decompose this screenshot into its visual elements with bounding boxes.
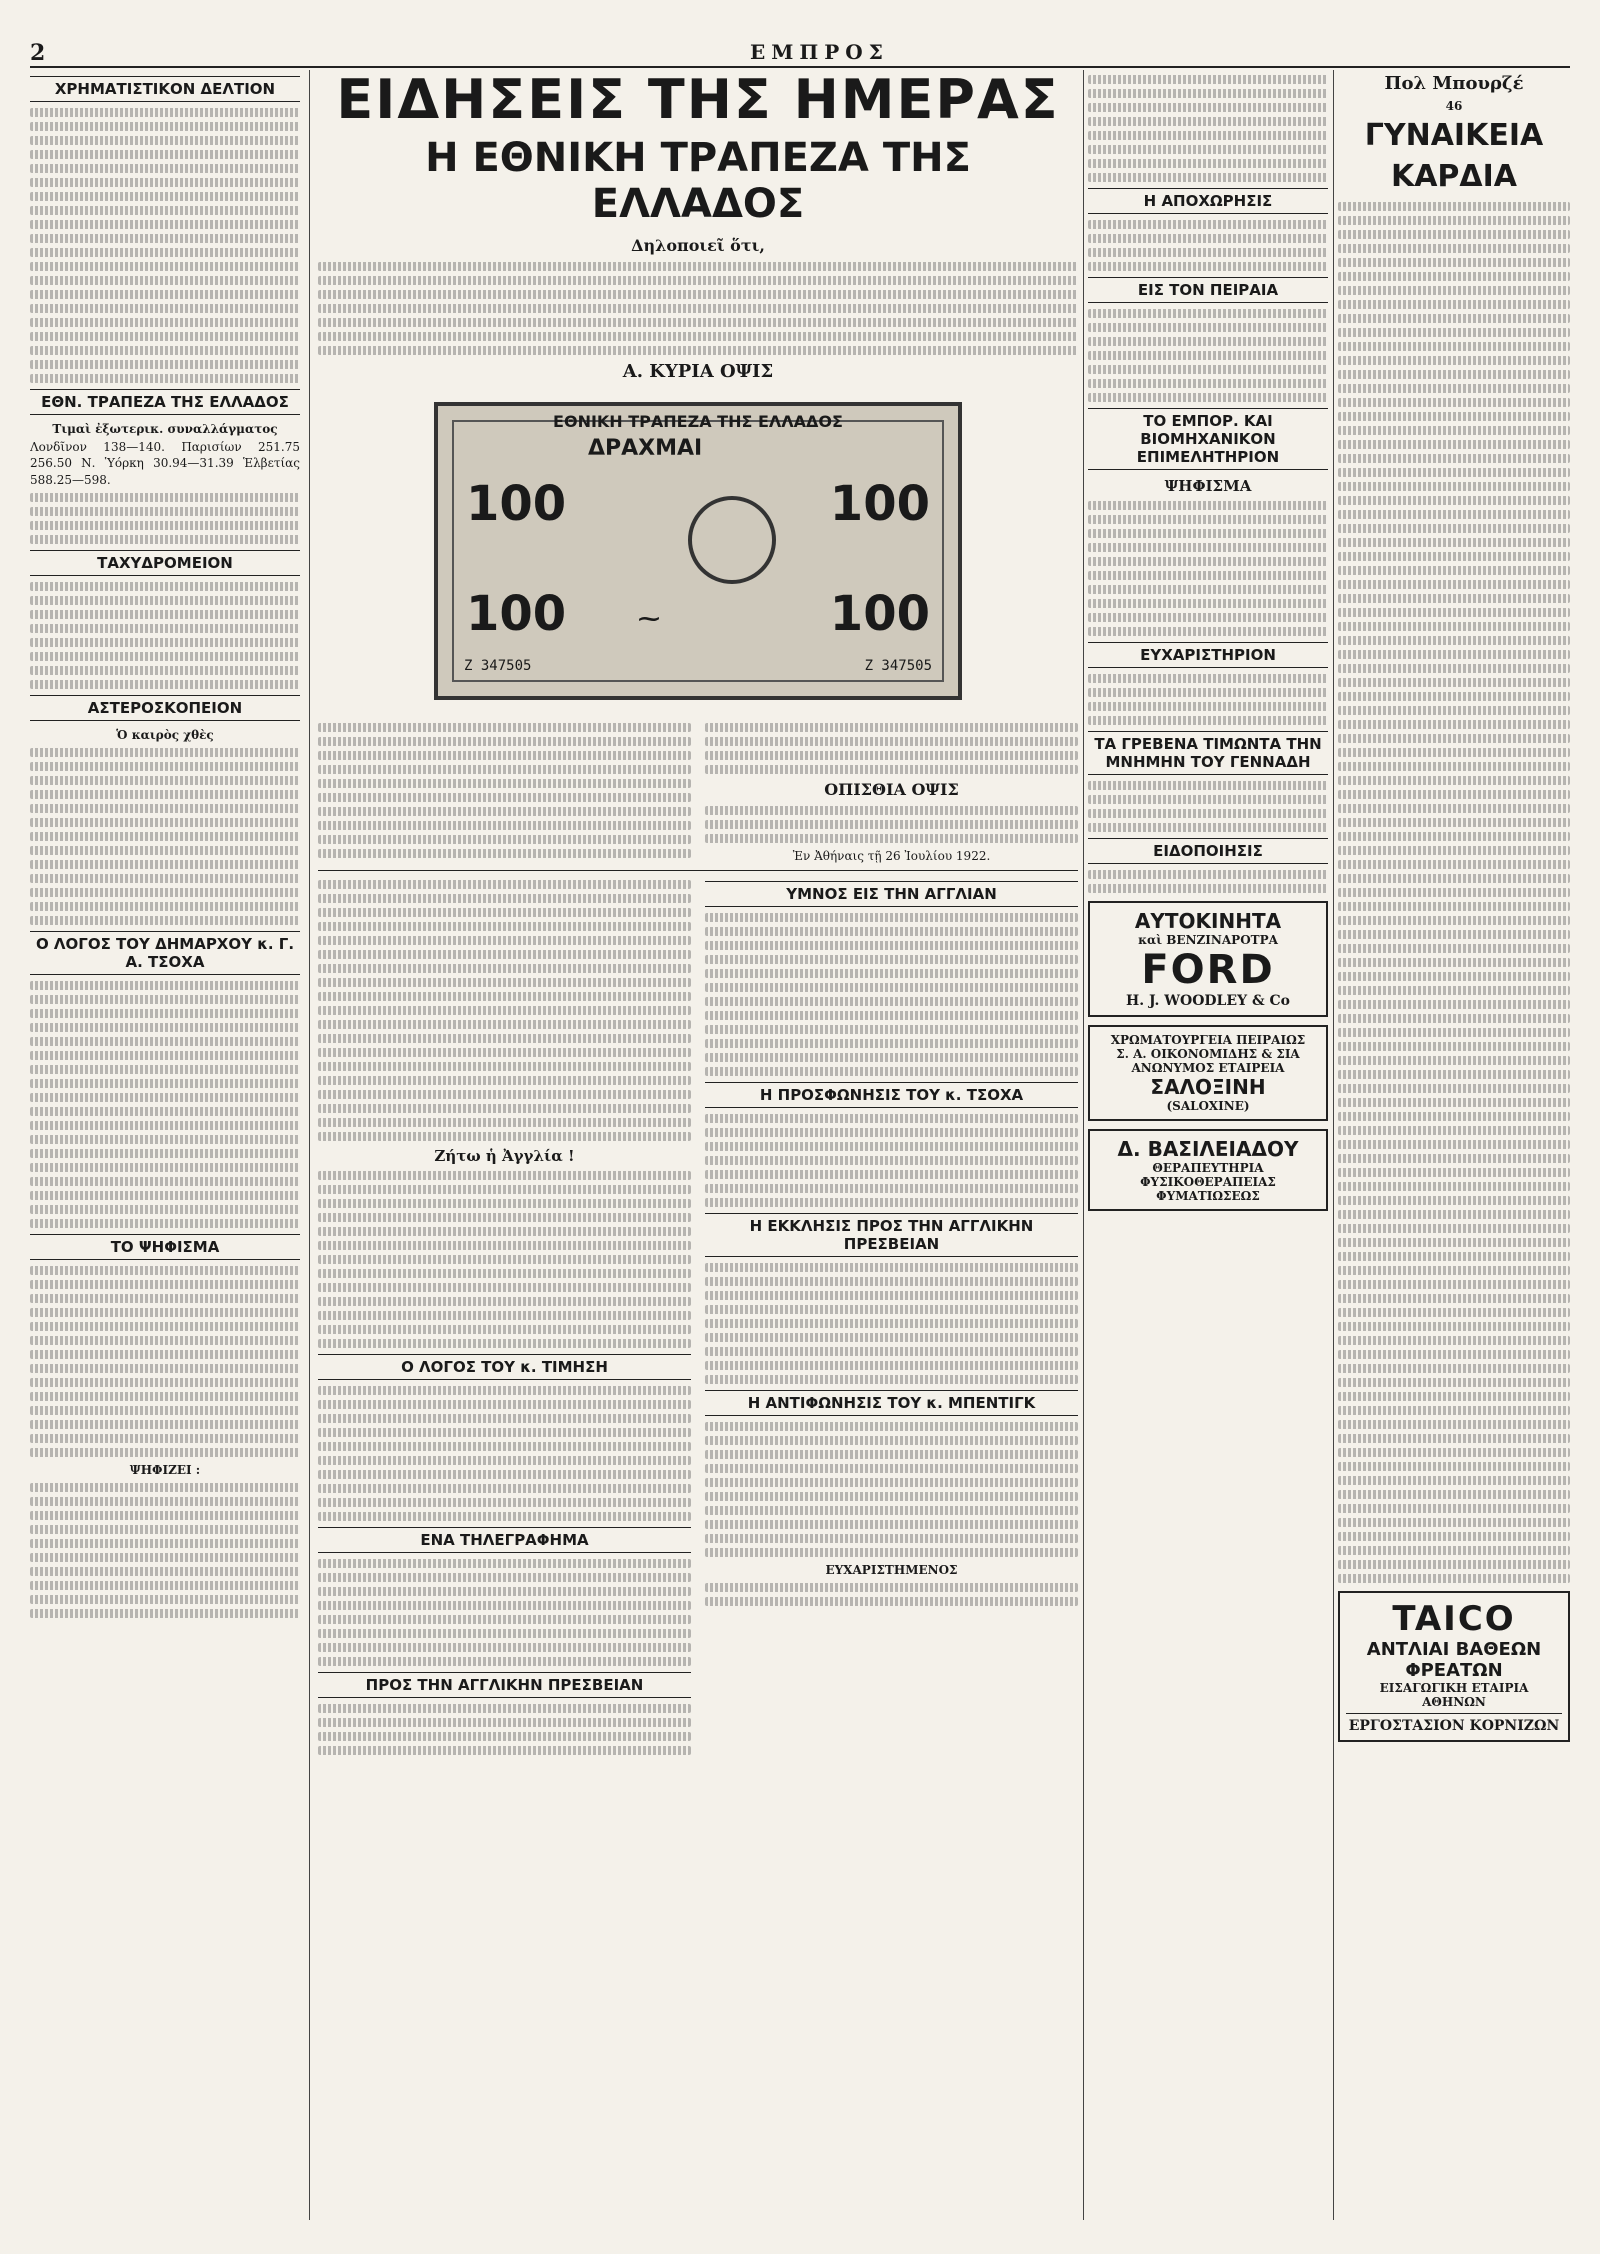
appeal-title: Η ΕΚΚΛΗΣΙΣ ΠΡΟΣ ΤΗΝ ΑΓΓΛΙΚΗΝ ΠΡΕΣΒΕΙΑΝ (705, 1213, 1078, 1257)
announcement-lead: Δηλοποιεῖ ὅτι, (631, 236, 765, 256)
novel-number: 46 (1445, 99, 1463, 114)
thanks-signoff: ΕΥΧΑΡΙΣΤΗΜΕΝΟΣ (825, 1563, 958, 1578)
back-side-caption: ΟΠΙΣΘΙΑ ΟΨΙΣ (824, 780, 959, 800)
news-of-the-day-title: ΕΙΔΗΣΕΙΣ ΤΗΣ ΗΜΕΡΑΣ (336, 70, 1060, 131)
timisi-speech-title: Ο ΛΟΓΟΣ ΤΟΥ κ. ΤΙΜΗΣΗ (318, 1354, 691, 1380)
weather-title: Ὁ καιρὸς χθὲς (116, 727, 214, 742)
saloxin-title: ΧΡΩΜΑΤΟΥΡΓΕΙΑ ΠΕΙΡΑΙΩΣ (1110, 1033, 1306, 1048)
notices-column (1088, 70, 1328, 2220)
ford-ad (1088, 901, 1328, 1017)
hymn-title: ΥΜΝΟΣ ΕΙΣ ΤΗΝ ΑΓΓΛΙΑΝ (705, 881, 1078, 907)
national-bank-title: ΕΘΝ. ΤΡΑΠΕΖΑ ΤΗΣ ΕΛΛΑΔΟΣ (30, 389, 300, 415)
chamber-title: ΤΟ ΕΜΠΟΡ. ΚΑΙ ΒΙΟΜΗΧΑΝΙΚΟΝ ΕΠΙΜΕΛΗΤΗΡΙΟΝ (1088, 408, 1328, 470)
vasileiadou-line: ΦΥΣΙΚΟΘΕΡΑΠΕΙΑΣ (1140, 1175, 1276, 1190)
chamber-resolution-title: ΨΗΦΙΣΜΑ (1164, 477, 1252, 495)
departure-title: Η ΑΠΟΧΩΡΗΣΙΣ (1088, 188, 1328, 214)
novel-title: ΓΥΝΑΙΚΕΙΑ ΚΑΡΔΙΑ (1364, 118, 1544, 194)
saloxin-company: Σ. Α. ΟΙΚΟΝΟΜΙΔΗΣ & ΣΙΑ (1116, 1047, 1300, 1062)
vasileiadou-name: Δ. ΒΑΣΙΛΕΙΑΔΟΥ (1117, 1137, 1299, 1162)
financial-bulletin-title: ΧΡΗΜΑΤΙΣΤΙΚΟΝ ΔΕΛΤΙΟΝ (30, 76, 300, 102)
banknote-bank-name: ΕΘΝΙΚΗ ΤΡΑΠΕΖΑ ΤΗΣ ΕΛΛΑΔΟΣ (553, 412, 843, 432)
front-side-caption: Α. ΚΥΡΙΑ ΟΨΙΣ (622, 360, 774, 382)
mayor-speech-title: Ο ΛΟΓΟΣ ΤΟΥ ΔΗΜΑΡΧΟΥ κ. Γ. Α. ΤΣΟΧΑ (30, 931, 300, 975)
banknote-value-bottom-left: 100 (466, 586, 567, 643)
banknote-value-bottom-right: 100 (829, 586, 930, 643)
serial-novel-column (1338, 70, 1570, 2220)
greeting-title: Η ΠΡΟΣΦΩΝΗΣΙΣ ΤΟΥ κ. ΤΣΟΧΑ (705, 1082, 1078, 1108)
telegram-title: ΕΝΑ ΤΗΛΕΓΡΑΦΗΜΑ (318, 1527, 691, 1553)
observatory-title: ΑΣΤΕΡΟΣΚΟΠΕΙΟΝ (30, 695, 300, 721)
banknote-value-left: 100 (466, 476, 567, 533)
bank-subtitle: Τιμαὶ ἐξωτερικ. συναλλάγματος (52, 422, 278, 436)
saloxin-product: ΣΑΛΟΞΙΝΗ (1150, 1075, 1266, 1100)
grevena-title: ΤΑ ΓΡΕΒΕΝΑ ΤΙΜΩΝΤΑ ΤΗΝ ΜΝΗΜΗΝ ΤΟΥ ΓΕΝΝΑΔΗ (1088, 731, 1328, 775)
financial-column (30, 70, 300, 2220)
pumps-line: ΑΝΤΛΙΑΙ ΒΑΘΕΩΝ ΦΡΕΑΤΩΝ (1366, 1639, 1542, 1682)
mail-title: ΤΑΧΥΔΡΟΜΕΙΟΝ (30, 550, 300, 576)
newspaper-page (30, 40, 1570, 2230)
taico-ad (1338, 1591, 1570, 1742)
taico-brand: TAICO (1392, 1599, 1516, 1640)
company-line: ΕΙΣΑΓΩΓΙΚΗ ΕΤΑΙΡΙΑ ΑΘΗΝΩΝ (1379, 1681, 1529, 1710)
serial-left: Ζ 347505 (464, 658, 532, 675)
resolution-title: ΤΟ ΨΗΦΙΣΜΑ (30, 1234, 300, 1260)
ford-line-1: ΑΥΤΟΚΙΝΗΤΑ (1134, 909, 1282, 934)
masthead-bar (30, 40, 1570, 68)
notice-title: ΕΙΔΟΠΟΙΗΣΙΣ (1088, 838, 1328, 864)
paper-name: ΕΜΠΡΟΣ (750, 40, 889, 64)
banknote-unit: ΔΡΑΧΜΑΙ (588, 436, 703, 462)
fumigation-line: ΦΥΜΑΤΙΩΣΕΩΣ (1156, 1189, 1260, 1204)
banknote-value-right: 100 (829, 476, 930, 533)
long-live-england: Ζήτω ἡ Ἀγγλία ! (434, 1147, 575, 1166)
factory-line: ΕΡΓΟΣΤΑΣΙΟΝ ΚΟΡΝΙΖΩΝ (1348, 1718, 1560, 1735)
dateline: Ἐν Ἀθήναις τῇ 26 Ἰουλίου 1922. (792, 848, 991, 863)
main-news-column (318, 70, 1078, 2220)
banknote-image (434, 402, 962, 700)
piraeus-title: ΕΙΣ ΤΟΝ ΠΕΙΡΑΙΑ (1088, 277, 1328, 303)
ford-brand: FORD (1141, 947, 1275, 994)
ford-agent: H. J. WOODLEY & Co (1126, 993, 1290, 1010)
page-number: 2 (30, 40, 46, 66)
banknote-seal (688, 496, 776, 584)
saloxin-latin: (SALOXINE) (1166, 1099, 1250, 1114)
to-embassy-title: ΠΡΟΣ ΤΗΝ ΑΓΓΛΙΚΗΝ ΠΡΕΣΒΕΙΑΝ (318, 1672, 691, 1698)
vasileiadou-subtitle: ΘΕΡΑΠΕΥΤΗΡΙΑ (1152, 1161, 1264, 1176)
novel-author: Πολ Μπουρζέ (1384, 73, 1524, 94)
vasileiadou-ad (1088, 1129, 1328, 1211)
signature-mark: ⁓ (638, 606, 660, 633)
serial-right: Ζ 347505 (864, 658, 932, 675)
saloxin-type: ΑΝΩΝΥΜΟΣ ΕΤΑΙΡΕΙΑ (1131, 1061, 1285, 1076)
saloxin-ad (1088, 1025, 1328, 1121)
vote-word: ΨΗΦΙΖΕΙ : (129, 1462, 201, 1477)
reply-title: Η ΑΝΤΙΦΩΝΗΣΙΣ ΤΟΥ κ. ΜΠΕΝΤΙΓΚ (705, 1390, 1078, 1416)
bank-rates: Λονδῖνον 138—140. Παρισίων 251.75 256.50 Ν. Ὑόρκη 30.94—31.39 Ἑλβετίας 588.25—598. (30, 440, 300, 487)
national-bank-headline: Η ΕΘΝΙΚΗ ΤΡΑΠΕΖΑ ΤΗΣ ΕΛΛΑΔΟΣ (425, 135, 971, 228)
ford-line-2: καὶ ΒΕΝΖΙΝΑΡΟΤΡΑ (1138, 933, 1278, 948)
thanks-notice-title: ΕΥΧΑΡΙΣΤΗΡΙΟΝ (1088, 642, 1328, 668)
